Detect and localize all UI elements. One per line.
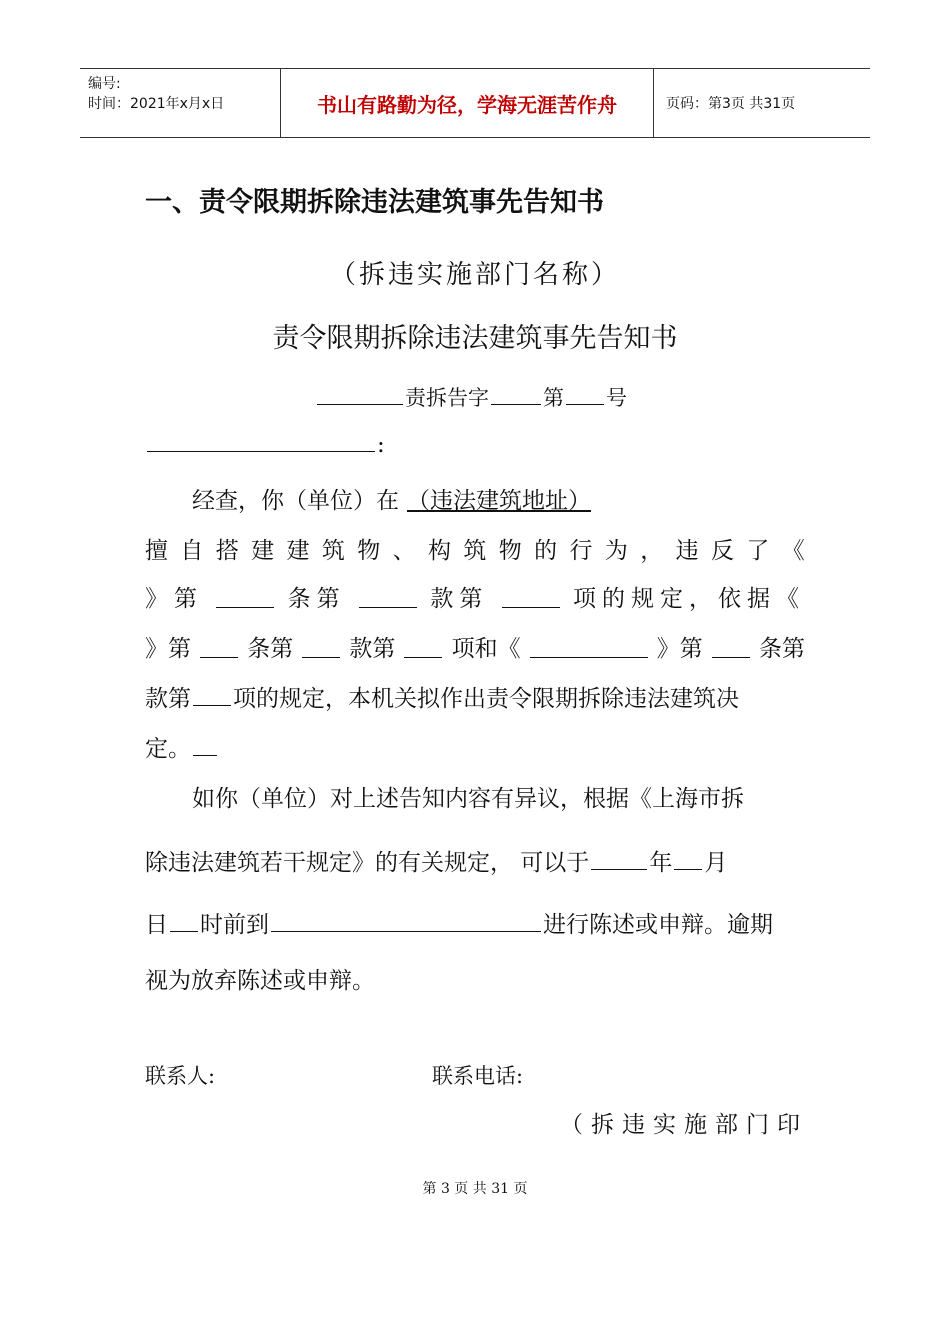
blank-line[interactable] (271, 930, 541, 932)
text: 款第 (145, 686, 191, 712)
char: 、 (392, 538, 416, 564)
header-meta (80, 69, 281, 137)
text: 项和《 (451, 636, 521, 662)
doc-number-suffix: 号 (606, 386, 627, 410)
char: 违 (675, 538, 699, 564)
document-title: 责令限期拆除违法建筑事先告知书 (272, 323, 678, 354)
text: 条第 (758, 636, 805, 662)
char: 的 (534, 538, 558, 564)
char: 搭 (215, 538, 239, 564)
para1-line3 (145, 580, 805, 613)
blank-line[interactable] (193, 704, 231, 706)
para1-line5 (145, 680, 739, 713)
department-seal-text: （拆违实施部门印 (560, 1112, 808, 1138)
doc-number-prefix: 责拆告字 (405, 386, 489, 410)
char: 反 (711, 538, 734, 564)
text: 款第 (430, 586, 489, 612)
text: 日 (145, 912, 168, 938)
blank-line[interactable] (491, 403, 541, 405)
char: 擅 (145, 538, 168, 564)
department-name: （拆违实施部门名称） (329, 260, 620, 290)
text: 条第 (287, 586, 346, 612)
blank-line[interactable] (216, 606, 274, 608)
blank-line[interactable] (566, 403, 604, 405)
blank-line[interactable] (200, 656, 238, 658)
addressee-colon: : (377, 432, 385, 458)
blank-line[interactable] (302, 656, 340, 658)
addressee-line (145, 432, 385, 458)
illegal-building-address: （违法建筑地址） (407, 488, 591, 514)
blank-line[interactable] (193, 754, 217, 756)
document-number (315, 382, 627, 412)
text: 条第 (247, 636, 294, 662)
char: 筑 (463, 538, 487, 564)
addressee-blank[interactable] (147, 450, 375, 452)
blank-line[interactable] (502, 606, 560, 608)
char: 建 (286, 538, 310, 564)
para1-line1 (192, 482, 591, 515)
char: 物 (498, 538, 522, 564)
char: 物 (357, 538, 381, 564)
contact-person-label: 联系人: (145, 1064, 216, 1088)
para2-line3 (145, 906, 773, 939)
number-label: 编号: (88, 76, 121, 92)
char: 建 (251, 538, 275, 564)
header-page-info: 页码：第3页 共31页 (666, 96, 796, 112)
text: 》第 (145, 636, 191, 662)
text: 项的规定，依据《 (572, 586, 805, 612)
char: 筑 (321, 538, 345, 564)
para1-line6 (145, 730, 219, 763)
char: 为 (604, 538, 628, 564)
text: 》第 (656, 636, 703, 662)
blank-line[interactable] (170, 930, 198, 932)
text: 年 (649, 850, 673, 876)
blank-line[interactable] (530, 656, 648, 658)
para1-line4 (145, 630, 805, 663)
para1-line2 (145, 532, 805, 565)
char: 行 (569, 538, 593, 564)
text: 时前到 (200, 912, 269, 938)
blank-line[interactable] (359, 606, 417, 608)
text: 款第 (349, 636, 396, 662)
blank-line[interactable] (591, 868, 647, 870)
text: 进行陈述或申辩。逾期 (543, 912, 773, 938)
blank-line[interactable] (712, 656, 750, 658)
contact-phone-label: 联系电话: (432, 1064, 524, 1088)
char: 了 (746, 538, 770, 564)
para2-line1: 如你（单位）对上述告知内容有异议，根据《上海市拆 (192, 786, 744, 812)
doc-number-middle: 第 (543, 386, 564, 410)
text: 定。 (145, 736, 191, 762)
text: 月 (704, 850, 728, 876)
time-label: 时间：2021年x月x日 (88, 96, 225, 112)
header-motto: 书山有路勤为径，学海无涯苦作舟 (281, 69, 654, 137)
blank-line[interactable] (404, 656, 442, 658)
page-header (80, 68, 870, 138)
para2-line2 (145, 844, 727, 877)
page-footer: 第 3 页 共 31 页 (422, 1181, 528, 1197)
section-heading: 一、责令限期拆除违法建筑事先告知书 (145, 187, 604, 218)
char: 构 (428, 538, 451, 564)
text: 》第 (145, 586, 203, 612)
blank-line[interactable] (317, 403, 403, 405)
char: 《 (781, 538, 805, 564)
text: 项的规定，本机关拟作出责令限期拆除违法建筑决 (233, 686, 739, 712)
para1-lead: 经查，你（单位）在 (192, 488, 399, 514)
blank-line[interactable] (674, 868, 702, 870)
char: ， (640, 538, 664, 564)
text: 除违法建筑若干规定》的有关规定， 可以于 (145, 850, 590, 876)
para2-line4: 视为放弃陈述或申辩。 (145, 968, 375, 994)
char: 自 (180, 538, 204, 564)
